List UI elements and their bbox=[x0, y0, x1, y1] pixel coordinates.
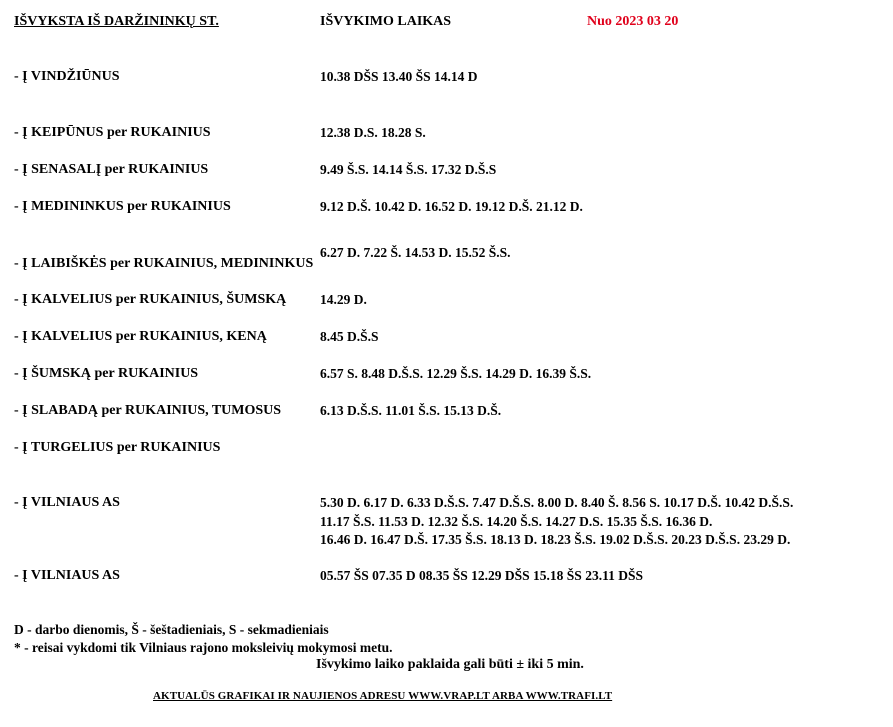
route-destination: - Į VILNIAUS AS bbox=[14, 495, 120, 510]
departure-title: IŠVYKSTA IŠ DARŽININKŲ ST. bbox=[14, 14, 219, 29]
route-destination: - Į LAIBIŠKĖS per RUKAINIUS, MEDININKUS bbox=[14, 256, 314, 271]
route-times: 9.12 D.Š. 10.42 D. 16.52 D. 19.12 D.Š. 21.12 D. bbox=[320, 199, 583, 214]
legend-school-note: * - reisai vykdomi tik Vilniaus rajono moksleivių mokymosi metu. bbox=[14, 640, 393, 655]
route-times: 10.38 DŠS 13.40 ŠS 14.14 D bbox=[320, 69, 478, 84]
route-times: 6.13 D.Š.S. 11.01 Š.S. 15.13 D.Š. bbox=[320, 403, 502, 418]
footer-info-link: AKTUALŪS GRAFIKAI IR NAUJIENOS ADRESU WWW.VRAP.LT ARBA WWW.TRAFI.LT bbox=[153, 690, 613, 702]
route-destination: - Į SENASALĮ per RUKAINIUS bbox=[14, 162, 209, 177]
route-destination: - Į KALVELIUS per RUKAINIUS, ŠUMSKĄ bbox=[14, 292, 287, 307]
route-destination: - Į KALVELIUS per RUKAINIUS, KENĄ bbox=[14, 329, 267, 344]
route-times: 11.17 Š.S. 11.53 D. 12.32 Š.S. 14.20 Š.S. 14.27 D.S. 15.35 Š.S. 16.36 D. bbox=[320, 514, 713, 529]
route-destination: - Į TURGELIUS per RUKAINIUS bbox=[14, 440, 221, 455]
legend-days: D - darbo dienomis, Š - šeštadieniais, S - sekmadieniais bbox=[14, 622, 329, 637]
route-times: 14.29 D. bbox=[320, 292, 367, 307]
route-times: 12.38 D.S. 18.28 S. bbox=[320, 125, 426, 140]
route-times: 9.49 Š.S. 14.14 Š.S. 17.32 D.Š.S bbox=[320, 162, 497, 177]
valid-from-date: Nuo 2023 03 20 bbox=[587, 14, 679, 29]
route-times: 6.27 D. 7.22 Š. 14.53 D. 15.52 Š.S. bbox=[320, 245, 511, 260]
route-times: 8.45 D.Š.S bbox=[320, 329, 379, 344]
route-destination: - Į MEDININKUS per RUKAINIUS bbox=[14, 199, 231, 214]
tolerance-note: Išvykimo laiko paklaida gali būti ± iki 5 min. bbox=[316, 657, 584, 672]
route-destination: - Į KEIPŪNUS per RUKAINIUS bbox=[14, 125, 211, 140]
route-destination: - Į VINDŽIŪNUS bbox=[14, 69, 120, 84]
route-times: 16.46 D. 16.47 D.Š. 17.35 Š.S. 18.13 D. 18.23 Š.S. 19.02 D.Š.S. 20.23 D.Š.S. 23.29 D. bbox=[320, 532, 791, 547]
route-times: 6.57 S. 8.48 D.Š.S. 12.29 Š.S. 14.29 D. 16.39 Š.S. bbox=[320, 366, 592, 381]
route-destination: - Į VILNIAUS AS bbox=[14, 568, 120, 583]
route-times: 5.30 D. 6.17 D. 6.33 D.Š.S. 7.47 D.Š.S. 8.00 D. 8.40 Š. 8.56 S. 10.17 D.Š. 10.42 D.Š.S. bbox=[320, 495, 794, 510]
route-destination: - Į SLABADĄ per RUKAINIUS, TUMOSUS bbox=[14, 403, 282, 418]
route-times: 05.57 ŠS 07.35 D 08.35 ŠS 12.29 DŠS 15.18 ŠS 23.11 DŠS bbox=[320, 568, 643, 583]
route-destination: - Į ŠUMSKĄ per RUKAINIUS bbox=[14, 366, 199, 381]
departure-time-title: IŠVYKIMO LAIKAS bbox=[320, 14, 452, 29]
